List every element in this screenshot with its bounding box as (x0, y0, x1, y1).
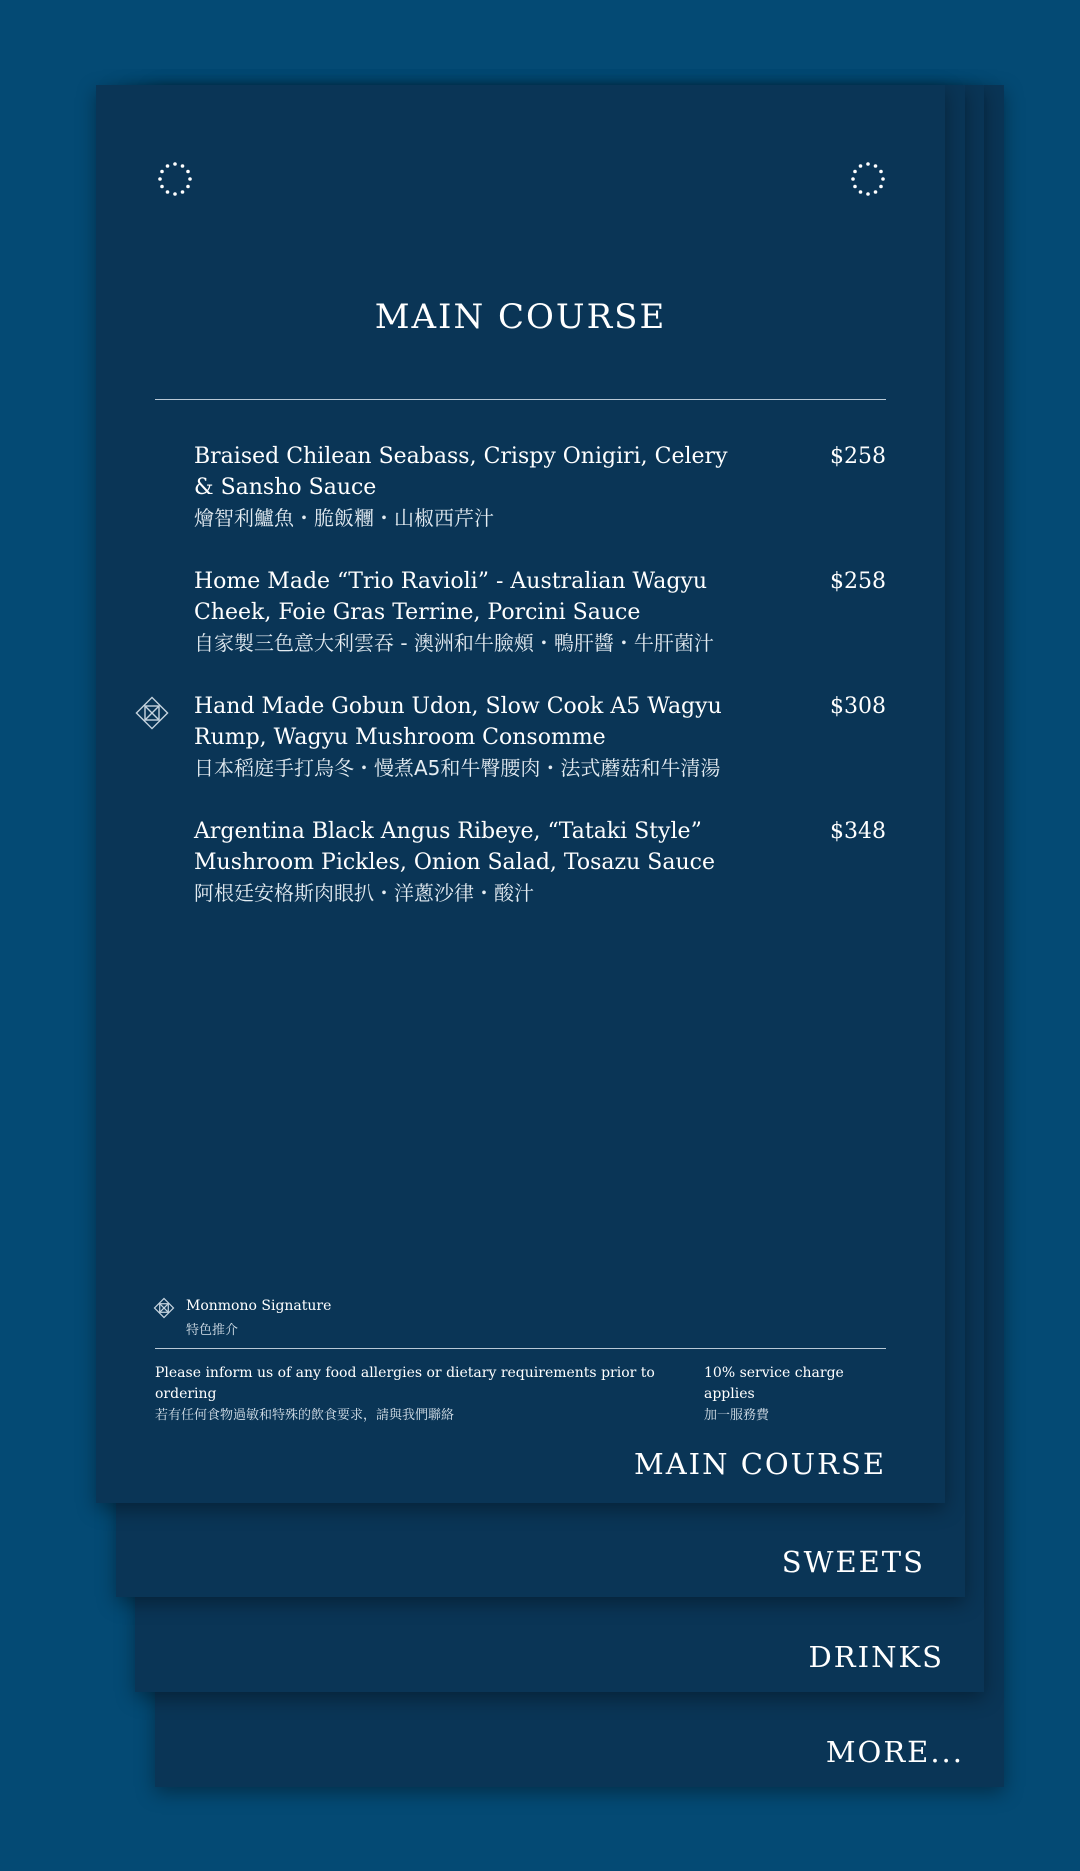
divider (155, 399, 886, 400)
dish-price: $258 (830, 569, 886, 594)
tab-drinks[interactable]: DRINKS (808, 1640, 944, 1674)
signature-diamond-icon (134, 695, 170, 731)
dish-name: Braised Chilean Seabass, Crispy Onigiri, Celery & Sansho Sauce (194, 444, 728, 500)
signature-legend-label: Monmono Signature (186, 1298, 332, 1314)
menu-card-main-course (96, 85, 945, 1503)
menu-item (194, 441, 886, 533)
dotted-ring-icon (850, 161, 886, 197)
dish-price: $258 (830, 444, 886, 469)
dotted-ring-icon (157, 161, 193, 197)
dish-name: Home Made “Trio Ravioli” - Australian Wagyu Cheek, Foie Gras Terrine, Porcini Sauce (194, 569, 708, 625)
allergy-note-text: Please inform us of any food allergies or dietary requirements prior to ordering (155, 1365, 655, 1402)
service-charge-text-chinese: 加一服務費 (704, 1408, 770, 1423)
menu-item (194, 566, 886, 658)
menu-item (194, 691, 886, 783)
signature-diamond-icon (153, 1297, 175, 1319)
dish-name-chinese: 燴智利鱸魚・脆飯糰・山椒西芹汁 (194, 506, 494, 530)
tab-main-course[interactable]: MAIN COURSE (634, 1447, 886, 1481)
dish-name: Hand Made Gobun Udon, Slow Cook A5 Wagyu Rump, Wagyu Mushroom Consomme (194, 694, 722, 750)
menu-item (194, 816, 886, 908)
dish-name-chinese: 日本稻庭手打烏冬・慢煮A5和牛臀腰肉・法式蘑菇和牛清湯 (194, 756, 721, 780)
service-charge-note (704, 1363, 894, 1426)
page-title: MAIN COURSE (374, 297, 667, 337)
divider (155, 1348, 886, 1349)
allergy-note (155, 1363, 675, 1426)
dish-name-chinese: 阿根廷安格斯肉眼扒・洋蔥沙律・酸汁 (194, 881, 534, 905)
tab-more[interactable]: MORE... (825, 1735, 964, 1769)
allergy-note-text-chinese: 若有任何食物過敏和特殊的飲食要求，請與我們聯絡 (155, 1408, 455, 1423)
dish-price: $308 (830, 694, 886, 719)
tab-sweets[interactable]: SWEETS (781, 1545, 925, 1579)
service-charge-text: 10% service charge applies (704, 1365, 844, 1402)
dish-price: $348 (830, 819, 886, 844)
dish-name-chinese: 自家製三色意大利雲吞 - 澳洲和牛臉頰・鴨肝醬・牛肝菌汁 (194, 631, 714, 655)
dish-name: Argentina Black Angus Ribeye, “Tataki Style” Mushroom Pickles, Onion Salad, Tosazu Sauce (194, 819, 715, 875)
signature-legend-label-chinese: 特色推介 (186, 1323, 239, 1338)
